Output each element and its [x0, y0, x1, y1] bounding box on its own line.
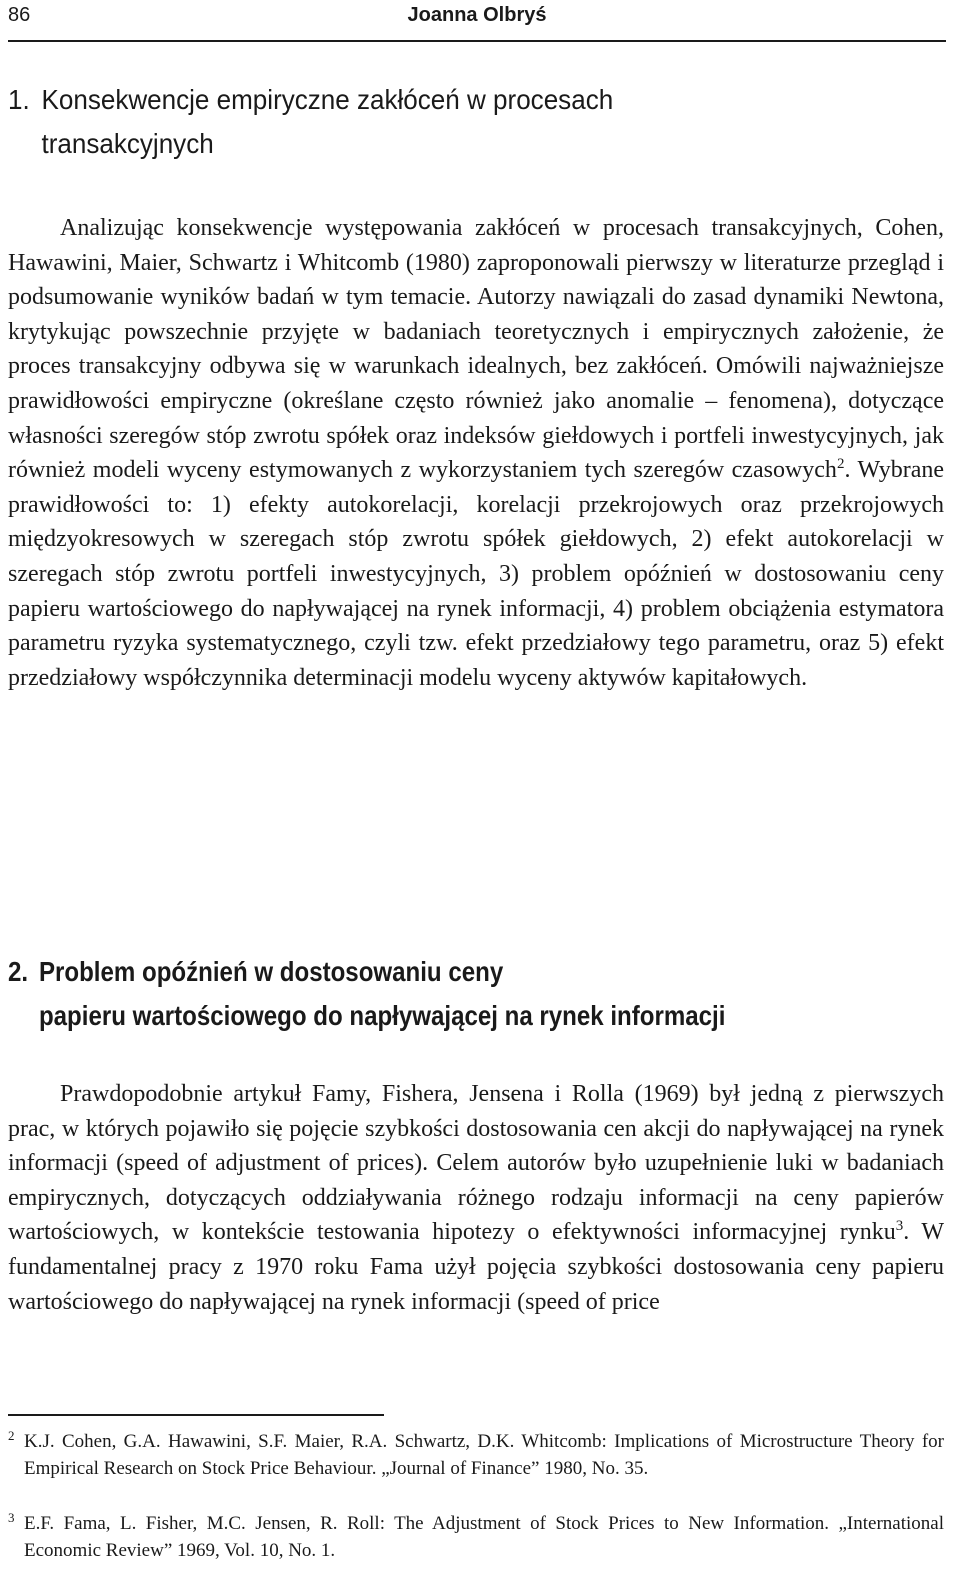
section-2-title-line2: papieru wartościowego do napływającej na rynek informacji — [38, 1000, 726, 1031]
footnote-rule — [8, 1414, 384, 1416]
footnote-mark: 3 — [8, 1510, 15, 1525]
footnote-ref-3: 3 — [895, 1218, 904, 1235]
section-1-title-line2: transakcyjnych — [41, 128, 214, 159]
section-1-paragraph — [8, 211, 944, 695]
running-header — [8, 0, 946, 40]
footnote-2 — [8, 1428, 944, 1482]
section-1-paragraph-text: Analizując konsekwencje występowania zakłóceń w procesach transakcyjnych, Cohen, Hawawini, Maier, Schwartz i Whitcomb (1980) zaproponowali pierwszy w literaturze przegląd i podsumowanie wyników badań w tym temacie. Autorzy nawiązali do zasad dynamiki Newtona, krytykując powszechnie przyjęte w badaniach teoretycznych i empirycznych założenie, że proces transakcyjny odbywa się w warunkach idealnych, bez zakłóceń. Omówili najważniejsze prawidłowości empiryczne (określane często również jako anomalie – fenomena), dotyczące własności szeregów stóp zwrotu spółek oraz indeksów giełdowych i portfeli inwestycyjnych, jak również modeli wyceny estymowanych z wykorzystaniem tych szeregów czasowych — [8, 215, 944, 484]
page-number: 86 — [8, 4, 31, 26]
running-header-author: Joanna Olbryś — [407, 4, 547, 26]
section-2-paragraph — [8, 1077, 944, 1319]
footnote-text: E.F. Fama, L. Fisher, M.C. Jensen, R. Roll: The Adjustment of Stock Prices to New Information. „International Economic Review” 1969, Vol. 10, No. 1. — [24, 1513, 944, 1561]
section-1-title-line1: Konsekwencje empiryczne zakłóceń w procesach — [41, 84, 614, 115]
section-1-heading — [8, 78, 880, 166]
section-2-paragraph-text-cont: . W fundamentalnej pracy z 1970 roku Fama użył pojęcia szybkości dostosowania ceny papieru wartościowego do napływającej na rynek informacji (speed of price — [8, 1219, 944, 1315]
section-1-number: 1. — [8, 84, 30, 115]
footnote-3 — [8, 1510, 944, 1564]
section-2-title-line1: Problem opóźnień w dostosowaniu ceny — [38, 956, 504, 987]
section-2-heading — [8, 950, 815, 1038]
footnote-ref-2: 2 — [836, 456, 845, 473]
footnote-text: K.J. Cohen, G.A. Hawawini, S.F. Maier, R.A. Schwartz, D.K. Whitcomb: Implications of Microstructure Theory for Empirical Research on Stock Price Behaviour. „Journal of Finance” 1980, No. 35. — [24, 1431, 944, 1479]
section-1-paragraph-text-cont: . Wybrane prawidłowości to: 1) efekty autokorelacji, korelacji przekrojowych oraz przekrojowych międzyokresowych w szeregach stóp zwrotu spółek giełdowych, 2) efekt autokorelacji w szeregach stóp zwrotu portfeli inwestycyjnych, 3) problem opóźnień w dostosowaniu ceny papieru wartościowego do napływającej na rynek informacji, 4) problem obciążenia estymatora parametru ryzyka systematycznego, czyli tzw. efekt przedziałowy tego parametru, oraz 5) efekt przedziałowy współczynnika determinacji modelu wyceny aktywów kapitałowych. — [8, 457, 944, 691]
section-2-number: 2. — [8, 956, 29, 987]
header-rule — [8, 40, 946, 42]
section-2-paragraph-text: Prawdopodobnie artykuł Famy, Fishera, Jensena i Rolla (1969) był jedną z pierwszych prac, w których pojawiło się pojęcie szybkości dostosowania cen akcji do napływającej na rynek informacji (speed of adjustment of prices). Celem autorów było uzupełnienie luki w badaniach empirycznych, dotyczących oddziaływania różnego rodzaju informacji na ceny papierów wartościowych, w kontekście testowania hipotezy o efektywności informacyjnej rynku — [8, 1081, 944, 1246]
footnote-mark: 2 — [8, 1428, 15, 1443]
